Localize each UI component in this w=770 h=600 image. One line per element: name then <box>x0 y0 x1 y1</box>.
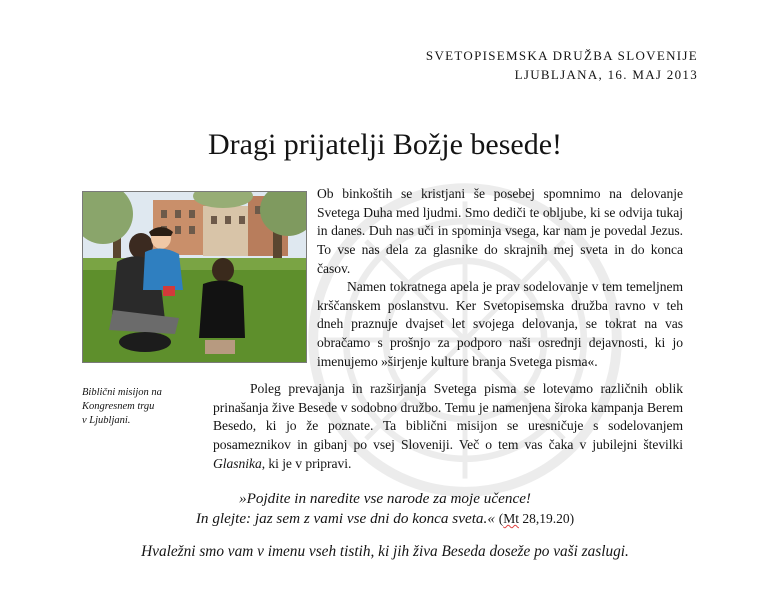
organization-name: SVETOPISEMSKA DRUŽBA SLOVENIJE <box>425 48 698 63</box>
missionaries-photo <box>82 191 307 363</box>
paragraph-appeal: Namen tokratnega apela je prav sodelovanje v tem temeljnem krščanskem poslanstvu. Ker Svetopisemska družba ravno v teh dneh praznuje dvajset let svojega delovanja, se tokrat na vas obračamo s prošnjo za podporo naši osrednji dejavnosti, ki jo imenujemo »širjenje kulture branja Svetega pisma«. <box>317 279 683 369</box>
paragraph-pentecost: Ob binkoštih se kristjani še posebej spomnimo na delovanje Svetega Duha med ljudmi. Smo dediči te obljube, ki se odvija tukaj in danes. Duh nas uči in spominja vsega, kar nam je povedal Jezus. To vse nas dela za glasnike do skrajnih mej sveta in do konca časov. <box>317 186 683 276</box>
paragraph-mission-body: oblik prinašanja žive Besede v sodobno družbo. Temu je namenjena široka kampanja Berem Besedo, ki jo že poznate. Ta biblični misijon se uresničuje s sodelovanjem posameznikov in gibanj po vsej Sloveniji. Več o tem vas čaka v jubilejni številki <box>213 381 683 453</box>
magazine-title: Glasnika <box>213 455 262 471</box>
paragraph-mission-first-line: Poleg prevajanja in razširjanja Svetega pisma se lotevamo različnih <box>250 381 648 396</box>
paragraph-mission-end: , ki je v pripravi. <box>261 455 352 471</box>
quote-line-2-text: In glejte: jaz sem z vami vse dni do konca sveta.« <box>195 510 495 527</box>
photo-of-missionaries-in-park-icon <box>83 192 307 363</box>
scripture-reference <box>499 511 574 526</box>
place-and-date: LJUBLJANA, 16. MAJ 2013 <box>514 67 698 82</box>
photo-caption <box>82 386 202 428</box>
reference-verses: 28,19.20) <box>518 511 575 526</box>
paragraph-mission <box>213 380 683 474</box>
reference-open: ( <box>498 511 504 526</box>
scripture-quote <box>0 489 770 529</box>
caption-line: v Ljubljani. <box>82 415 131 426</box>
letter-header <box>426 46 698 84</box>
closing-thanks: Hvaležni smo vam v imenu vseh tistih, ki jih živa Beseda doseže po vaši zaslugi. <box>141 543 629 560</box>
caption-line: Biblični misijon na <box>82 387 162 398</box>
quote-line-2 <box>0 509 770 529</box>
caption-line: Kongresnem trgu <box>82 401 155 412</box>
quote-line-1: »Pojdite in naredite vse narode za moje učence! <box>239 490 531 507</box>
reference-book: Mt <box>503 511 519 526</box>
letter-title: Dragi prijatelji Božje besede! <box>207 128 563 161</box>
